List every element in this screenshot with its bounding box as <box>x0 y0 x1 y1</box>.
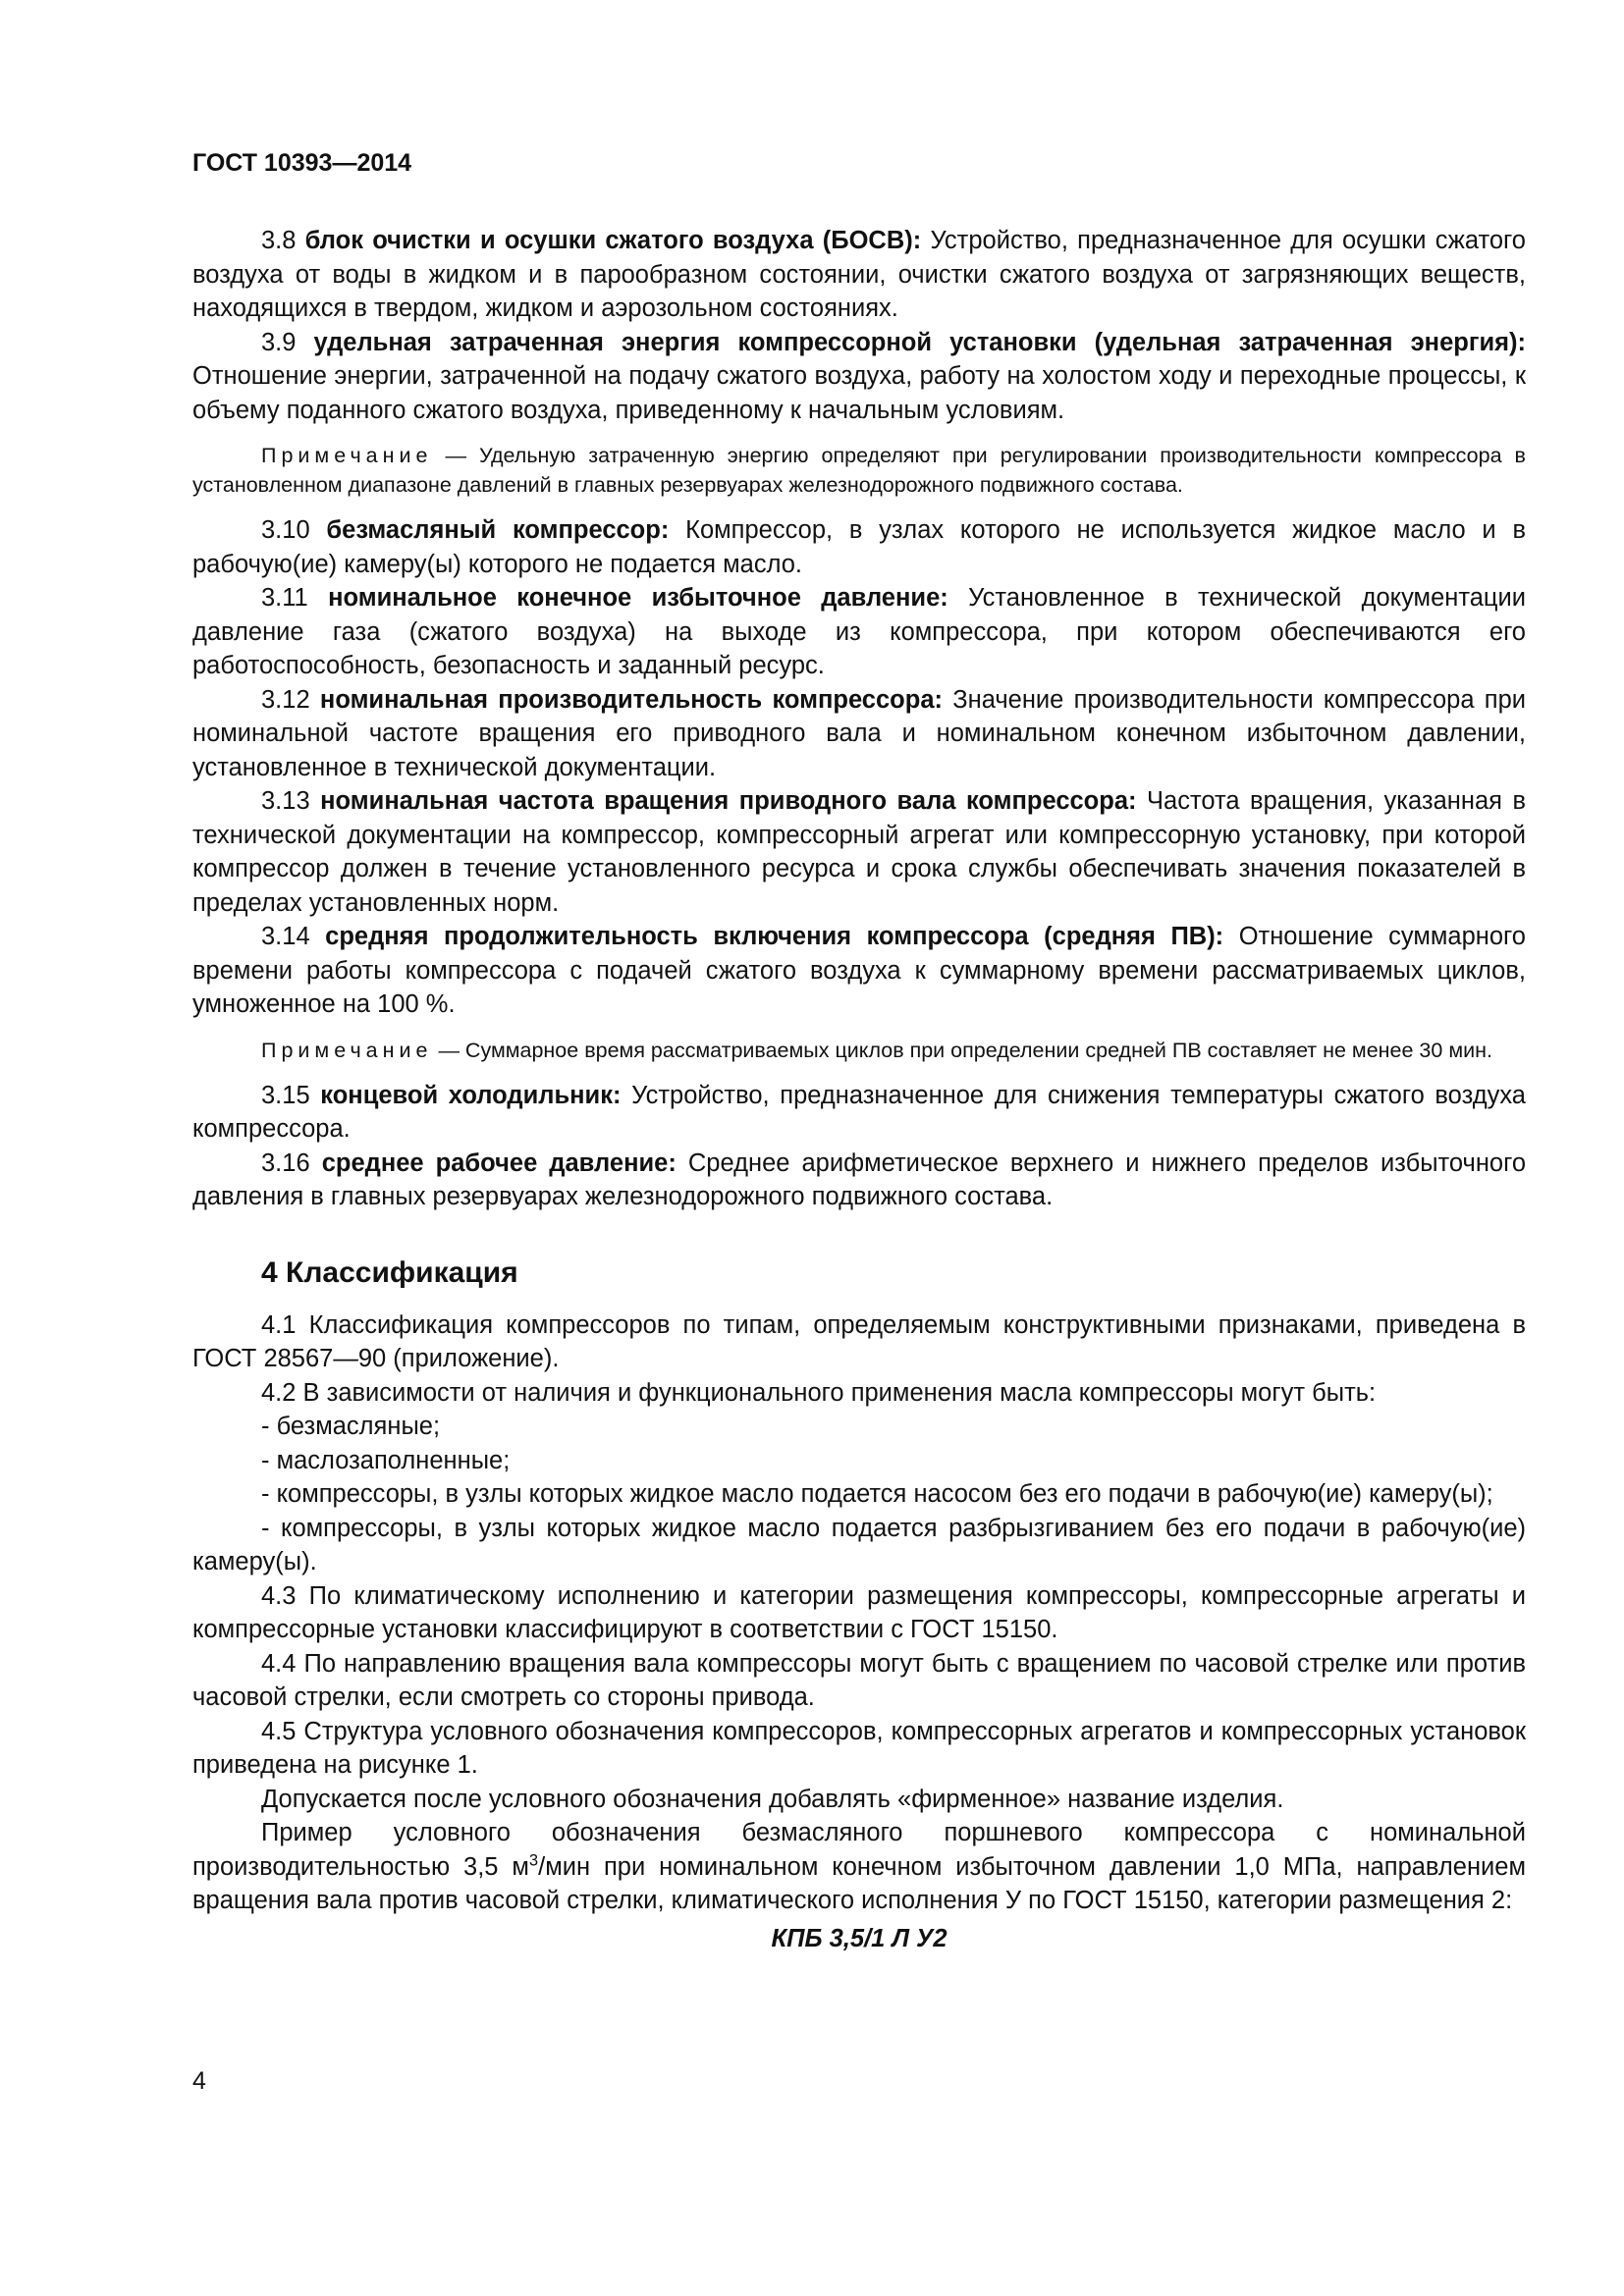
term-3-12 <box>192 683 1526 785</box>
note-dash: — <box>438 1038 460 1062</box>
term-number: 3.10 <box>261 516 310 544</box>
list-item: - безмасляные; <box>261 1413 441 1440</box>
term-definition: Компрессор, в узлах которого не используется жидкое масло и в рабочую(ие) камеру(ы) которого не подается масло. <box>192 516 1526 578</box>
term-title: концевой холодильник: <box>320 1081 622 1109</box>
note-1 <box>192 441 1526 500</box>
term-definition: Устройство, предназначенное для снижения температуры сжатого воздуха компрессора. <box>192 1081 1526 1143</box>
section-heading: 4 Классификация <box>261 1255 518 1289</box>
note-dash: — <box>445 444 466 467</box>
paragraph-example <box>192 1816 1526 1918</box>
term-3-9 <box>192 326 1526 428</box>
term-3-13 <box>192 784 1526 920</box>
document-body <box>192 224 1526 1955</box>
paragraph-4-3: 4.3 По климатическому исполнению и категории размещения компрессоры, компрессорные агрегаты и компрессорные установки классифицируют в соответствии с ГОСТ 15150. <box>192 1581 1526 1643</box>
term-number: 3.8 <box>261 227 297 254</box>
list-item: - компрессоры, в узлы которых жидкое масло подается насосом без его подачи в рабочую(ие) камеру(ы); <box>261 1480 1493 1508</box>
term-definition: Установленное в технической документации давление газа (сжатого воздуха) на выходе из компрессора, при котором обеспечиваются его работоспособность, безопасность и заданный ресурс. <box>192 584 1527 679</box>
example-text-end: /мин при номинальном конечном избыточном давлении 1,0 МПа, направлением вращения вала против часовой стрелки, климатического исполнения У по ГОСТ 15150, категории размещения 2: <box>192 1852 1526 1914</box>
term-number: 3.15 <box>261 1081 310 1109</box>
note-label: Примечание <box>261 444 433 467</box>
term-title: средняя продолжительность включения компрессора (средняя ПВ): <box>325 923 1224 950</box>
term-definition: Частота вращения, указанная в технической документации на компрессор, компрессорный агрегат или компрессорную установку, при которой компрессор должен в течение установленного ресурса и срока службы обеспечивать значения показателей в пределах установленных норм. <box>192 787 1527 917</box>
term-definition: Среднее арифметическое верхнего и нижнего пределов избыточного давления в главных резервуарах железнодорожного подвижного состава. <box>192 1148 1527 1210</box>
example-text-start: Пример условного обозначения безмасляного поршневого компрессора с номинальной производительностью 3,5 м <box>192 1819 1526 1881</box>
note-text: Суммарное время рассматриваемых циклов при определении средней ПВ составляет не менее 30 мин. <box>464 1038 1492 1062</box>
superscript-3: 3 <box>528 1850 539 1869</box>
term-number: 3.9 <box>261 328 297 356</box>
document-header: ГОСТ 10393—2014 <box>192 149 412 177</box>
term-definition: Значение производительности компрессора при номинальной частоте вращения его приводного вала и номинальном конечном избыточном давлении, установленное в технической документации. <box>192 685 1527 781</box>
term-definition: Отношение энергии, затраченной на подачу сжатого воздуха, работу на холостом ходу и переходные процессы, к объему поданного сжатого воздуха, приведенному к начальным условиям. <box>192 362 1526 424</box>
term-definition: Устройство, предназначенное для осушки сжатого воздуха от воды в жидком и в парообразном состоянии, очистки сжатого воздуха от загрязняющих веществ, находящихся в твердом, жидком и аэрозольном состояниях. <box>192 227 1526 322</box>
term-title: среднее рабочее давление: <box>321 1148 677 1177</box>
note-text: Удельную затраченную энергию определяют при регулировании производительности компрессора в установленном диапазоне давлений в главных резервуарах железнодорожного подвижного состава. <box>192 444 1526 497</box>
paragraph-4-5: 4.5 Структура условного обозначения компрессоров, компрессорных агрегатов и компрессорных установок приведена на рисунке 1. <box>192 1717 1526 1779</box>
term-3-15 <box>192 1079 1526 1147</box>
term-number: 3.14 <box>261 923 310 950</box>
example-designation: КПБ 3,5/1 Л У2 <box>771 1924 947 1952</box>
term-3-10 <box>192 513 1526 581</box>
term-number: 3.13 <box>261 787 310 815</box>
note-label: Примечание <box>261 1038 433 1062</box>
term-number: 3.12 <box>261 685 310 714</box>
term-title: удельная затраченная энергия компрессорной установки (удельная затраченная энергия): <box>313 328 1526 356</box>
term-title: блок очистки и осушки сжатого воздуха (БОСВ): <box>304 227 922 254</box>
paragraph-4-1: 4.1 Классификация компрессоров по типам, определяемым конструктивными признаками, приведена в ГОСТ 28567—90 (приложение). <box>192 1310 1526 1372</box>
term-title: номинальное конечное избыточное давление: <box>328 584 948 612</box>
page-number: 4 <box>192 2067 206 2095</box>
term-title: номинальная частота вращения приводного вала компрессора: <box>320 787 1137 815</box>
term-title: номинальная производительность компрессора: <box>319 685 943 714</box>
term-3-16 <box>192 1147 1526 1214</box>
note-2 <box>192 1036 1526 1065</box>
term-3-11 <box>192 581 1526 683</box>
term-number: 3.16 <box>261 1148 310 1177</box>
term-number: 3.11 <box>261 584 308 612</box>
paragraph-brand-name: Допускается после условного обозначения добавлять «фирменное» название изделия. <box>261 1785 1284 1813</box>
term-title: безмасляный компрессор: <box>326 516 670 544</box>
term-3-8 <box>192 224 1526 326</box>
term-3-14 <box>192 920 1526 1022</box>
list-item: - маслозаполненные; <box>261 1446 511 1474</box>
paragraph-4-4: 4.4 По направлению вращения вала компрессоры могут быть с вращением по часовой стрелке или против часовой стрелки, если смотреть со стороны привода. <box>192 1649 1526 1711</box>
term-definition: Отношение суммарного времени работы компрессора с подачей сжатого воздуха к суммарному времени рассматриваемых циклов, умноженное на 100 %. <box>192 923 1526 1018</box>
paragraph-4-2: 4.2 В зависимости от наличия и функционального применения масла компрессоры могут быть: <box>261 1378 1377 1407</box>
list-item: - компрессоры, в узлы которых жидкое масло подается разбрызгиванием без его подачи в рабочую(ие) камеру(ы). <box>192 1514 1526 1575</box>
